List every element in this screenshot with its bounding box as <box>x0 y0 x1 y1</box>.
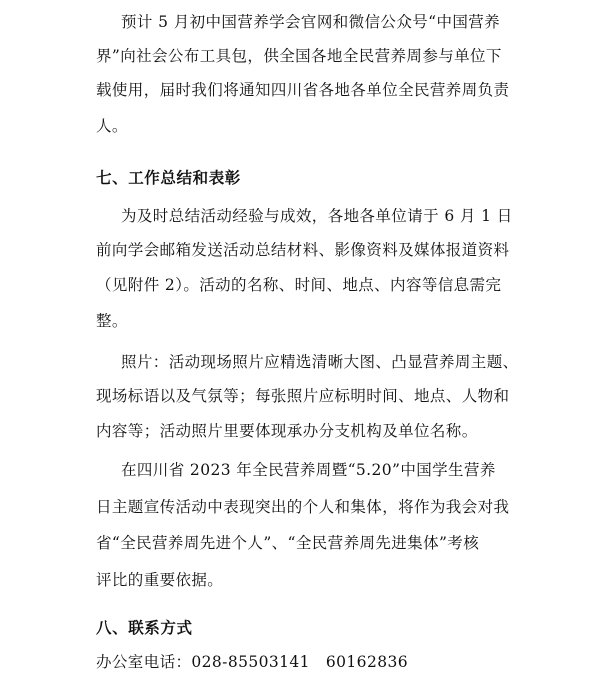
text-line: 在四川省 2023 年全民营养周暨“5.20”中国学生营养 <box>121 461 496 479</box>
text-line: 现场标语以及气氛等；每张照片应标明时间、地点、人物和 <box>96 387 510 405</box>
text-line: 评比的重要依据。 <box>96 571 224 589</box>
section-heading-summary: 七、工作总结和表彰 <box>96 169 241 187</box>
text-line: 前向学会邮箱发送活动总结材料、影像资料及媒体报道资料 <box>96 241 510 259</box>
office-phone-line: 办公室电话：028-85503141 60162836 <box>96 653 408 671</box>
text-line: 预计 5 月初中国营养学会官网和微信公众号“中国营养 <box>121 13 501 31</box>
section-heading-contact: 八、联系方式 <box>96 619 193 637</box>
text-line: 照片：活动现场照片应精选清晰大图、凸显营养周主题、 <box>121 353 519 371</box>
text-line: 日主题宣传活动中表现突出的个人和集体，将作为我会对我 <box>96 498 510 516</box>
text-line: 载使用，届时我们将通知四川省各地各单位全民营养周负责 <box>96 81 510 99</box>
text-line: 省“全民营养周先进个人”、“全民营养周先进集体”考核 <box>96 534 480 552</box>
text-line: （见附件 2）。活动的名称、时间、地点、内容等信息需完 <box>96 276 502 294</box>
text-line: 界”向社会公布工具包，供全国各地全民营养周参与单位下 <box>96 47 502 65</box>
text-line: 内容等；活动照片里要体现承办分支机构及单位名称。 <box>96 422 478 440</box>
text-line: 人。 <box>96 117 128 135</box>
text-line: 为及时总结活动经验与成效，各地各单位请于 6 月 1 日 <box>121 207 513 225</box>
text-line: 整。 <box>96 312 128 330</box>
